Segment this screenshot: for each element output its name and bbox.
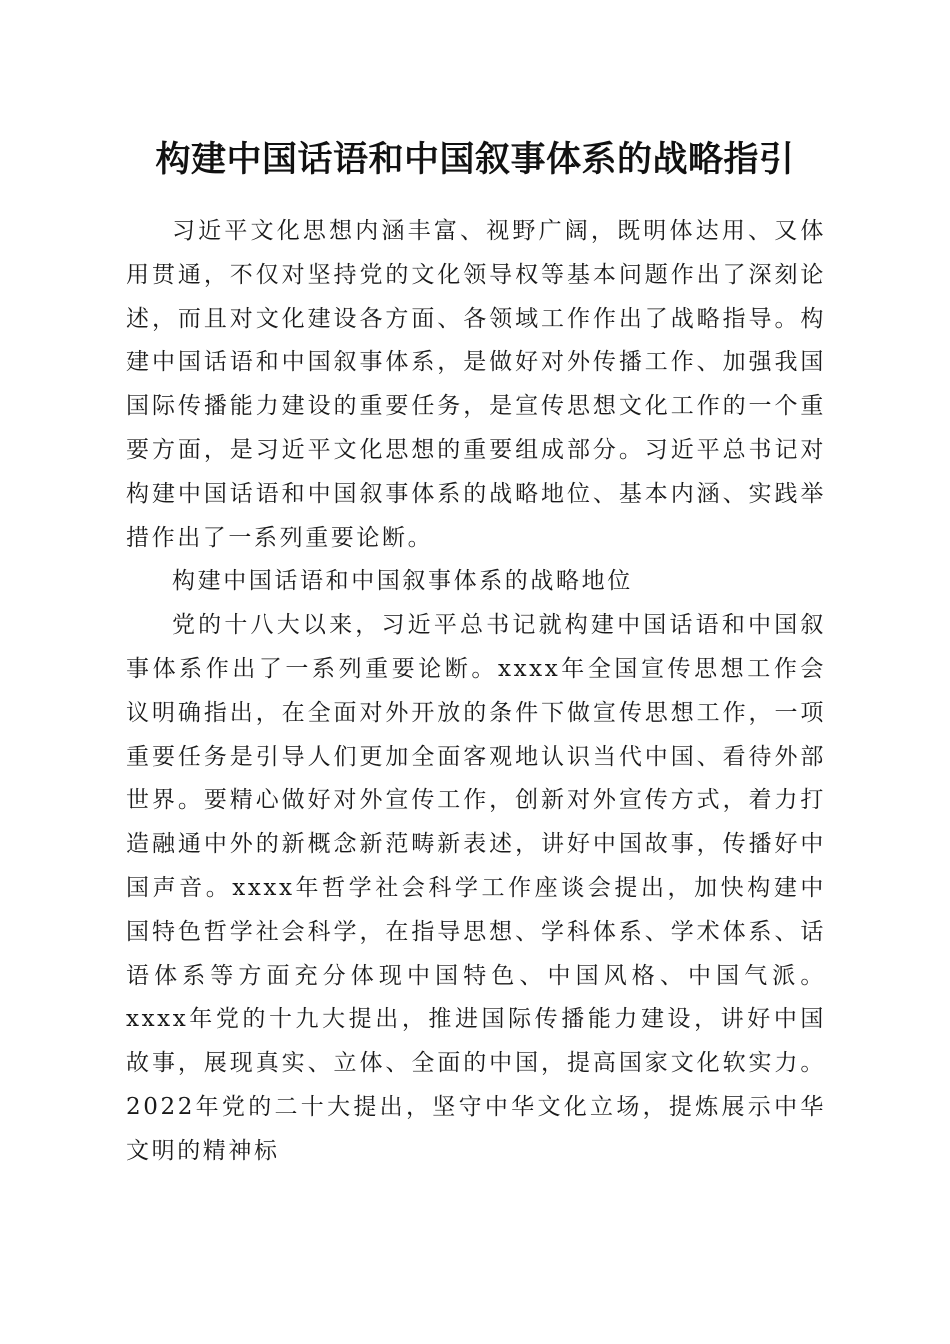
- document-body: [126, 210, 826, 1174]
- body-paragraph: 党的十八大以来，习近平总书记就构建中国话语和中国叙事体系作出了一系列重要论断。xxxx年全国宣传思想工作会议明确指出，在全面对外开放的条件下做宣传思想工作，一项重要任务是引导人们更加全面客观地认识当代中国、看待外部世界。要精心做好对外宣传工作，创新对外宣传方式，着力打造融通中外的新概念新范畴新表述，讲好中国故事，传播好中国声音。xxxx年哲学社会科学工作座谈会提出，加快构建中国特色哲学社会科学，在指导思想、学科体系、学术体系、话语体系等方面充分体现中国特色、中国风格、中国气派。xxxx年党的十九大提出，推进国际传播能力建设，讲好中国故事，展现真实、立体、全面的中国，提高国家文化软实力。2022年党的二十大提出，坚守中华文化立场，提炼展示中华文明的精神标: [126, 612, 826, 1164]
- page-title: 构建中国话语和中国叙事体系的战略指引: [155, 139, 795, 180]
- section-heading: 构建中国话语和中国叙事体系的战略地位: [172, 568, 633, 595]
- intro-paragraph: 习近平文化思想内涵丰富、视野广阔，既明体达用、又体用贯通，不仅对坚持党的文化领导权等基本问题作出了深刻论述，而且对文化建设各方面、各领域工作作出了战略指导。构建中国话语和中国叙事体系，是做好对外传播工作、加强我国国际传播能力建设的重要任务，是宣传思想文化工作的一个重要方面，是习近平文化思想的重要组成部分。习近平总书记对构建中国话语和中国叙事体系的战略地位、基本内涵、实践举措作出了一系列重要论断。: [126, 218, 826, 551]
